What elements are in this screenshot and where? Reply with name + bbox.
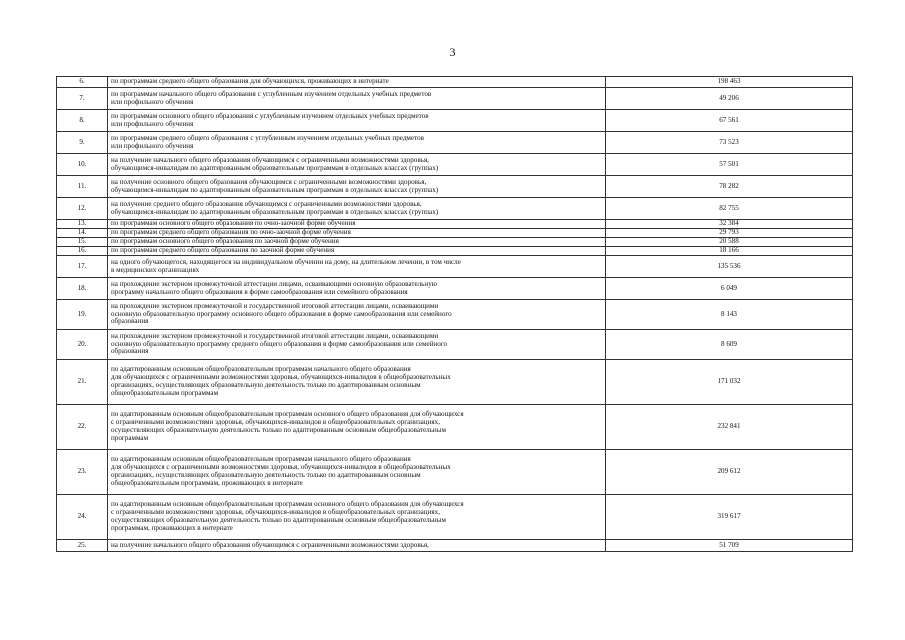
page-number: 3 xyxy=(449,45,456,59)
row-description: по программам основного общего образования по заочной форме обучения xyxy=(108,238,606,247)
table-row xyxy=(57,360,853,405)
row-description: по программам начального общего образования с углубленным изучением отдельных учебных предметов или профильного обучения xyxy=(108,88,606,110)
normatives-table xyxy=(56,76,853,552)
row-number: 14. xyxy=(57,229,108,238)
row-value: 209 612 xyxy=(606,450,853,495)
table-row xyxy=(57,154,853,176)
row-value: 57 501 xyxy=(606,154,853,176)
row-value: 232 841 xyxy=(606,405,853,450)
table-row xyxy=(57,278,853,300)
table-row xyxy=(57,450,853,495)
table-row xyxy=(57,198,853,220)
row-number: 21. xyxy=(57,360,108,405)
row-number: 22. xyxy=(57,405,108,450)
table-row xyxy=(57,495,853,540)
table-row xyxy=(57,256,853,278)
row-value: 20 588 xyxy=(606,238,853,247)
row-number: 6. xyxy=(57,77,108,88)
row-number: 11. xyxy=(57,176,108,198)
row-description: по программам среднего общего образования с углубленным изучением отдельных учебных предметов или профильного обучения xyxy=(108,132,606,154)
row-value: 8 143 xyxy=(606,300,853,330)
row-value: 29 793 xyxy=(606,229,853,238)
row-value: 6 049 xyxy=(606,278,853,300)
row-number: 23. xyxy=(57,450,108,495)
row-value: 171 032 xyxy=(606,360,853,405)
row-number: 15. xyxy=(57,238,108,247)
table-row xyxy=(57,88,853,110)
table-row xyxy=(57,405,853,450)
row-description: на получение основного общего образования обучающимся с ограниченными возможностями здоровья, обучающимся-инвалидам по адаптированным образовательным программам в отдельных классах (группах) xyxy=(108,176,606,198)
row-description: на прохождение экстерном промежуточной и государственной итоговой аттестации лицами, осваивающими основную образовательную программу основного общего образования в форме самообразования или семейного образования xyxy=(108,300,606,330)
table-row xyxy=(57,132,853,154)
row-number: 18. xyxy=(57,278,108,300)
row-number: 10. xyxy=(57,154,108,176)
table-row xyxy=(57,300,853,330)
row-description: по адаптированным основным общеобразовательным программам начального общего образования для обучающихся с ограниченными возможностями здоровья, обучающихся-инвалидов в общеобразовательных организациях, осуществляющих образовательную деятельность только по адаптированным основным общеобразовательным программам, проживающих в интернате xyxy=(108,450,606,495)
row-number: 17. xyxy=(57,256,108,278)
row-description: по программам среднего общего образования по заочной форме обучения xyxy=(108,247,606,256)
row-value: 78 282 xyxy=(606,176,853,198)
row-value: 82 755 xyxy=(606,198,853,220)
row-description: на получение среднего общего образования обучающимся с ограниченными возможностями здоровья, обучающимся-инвалидам по адаптированным образовательным программам в отдельных классах (группах) xyxy=(108,198,606,220)
row-description: по адаптированным основным общеобразовательным программам начального общего образования для обучающихся с ограниченными возможностями здоровья, обучающихся-инвалидов в общеобразовательных организациях, осуществляющих образовательную деятельность только по адаптированным основным общеобразовательным программам xyxy=(108,360,606,405)
row-description: по программам основного общего образования по очно-заочной форме обучения xyxy=(108,220,606,229)
table-row xyxy=(57,110,853,132)
row-value: 32 384 xyxy=(606,220,853,229)
row-value: 73 523 xyxy=(606,132,853,154)
table-row xyxy=(57,77,853,88)
row-value: 67 561 xyxy=(606,110,853,132)
row-description: на получение начального общего образования обучающимся с ограниченными возможностями здоровья, обучающимся-инвалидам по адаптированным образовательным программам в отдельных классах (группах) xyxy=(108,154,606,176)
table-row xyxy=(57,220,853,229)
row-value: 18 166 xyxy=(606,247,853,256)
row-value: 51 709 xyxy=(606,540,853,552)
table-row xyxy=(57,540,853,552)
table-body xyxy=(57,77,853,552)
row-description: по адаптированным основным общеобразовательным программам основного общего образования для обучающихся с ограниченными возможностями здоровья, обучающихся-инвалидов в общеобразовательных организациях, осуществляющих образовательную деятельность только по адаптированным основным общеобразовательным программам xyxy=(108,405,606,450)
row-value: 8 609 xyxy=(606,330,853,360)
row-number: 19. xyxy=(57,300,108,330)
row-description: на прохождение экстерном промежуточной и государственной итоговой аттестации лицами, осваивающими основную образовательную программу среднего общего образования в форме самообразования или семейного образования xyxy=(108,330,606,360)
row-value: 135 536 xyxy=(606,256,853,278)
row-number: 24. xyxy=(57,495,108,540)
row-number: 25. xyxy=(57,540,108,552)
table-row xyxy=(57,229,853,238)
table-row xyxy=(57,176,853,198)
row-number: 8. xyxy=(57,110,108,132)
row-number: 13. xyxy=(57,220,108,229)
row-number: 20. xyxy=(57,330,108,360)
table-row xyxy=(57,247,853,256)
row-description: по адаптированным основным общеобразовательным программам основного общего образования для обучающихся с ограниченными возможностями здоровья, обучающихся-инвалидов в общеобразовательных организациях, осуществляющих образовательную деятельность только по адаптированным основным общеобразовательным программам, проживающих в интернате xyxy=(108,495,606,540)
row-number: 9. xyxy=(57,132,108,154)
row-description: по программам основного общего образования с углубленным изучением отдельных учебных предметов или профильного обучения xyxy=(108,110,606,132)
row-description: по программам среднего общего образования по очно-заочной форме обучения xyxy=(108,229,606,238)
table-row xyxy=(57,330,853,360)
row-number: 16. xyxy=(57,247,108,256)
row-number: 7. xyxy=(57,88,108,110)
row-value: 198 463 xyxy=(606,77,853,88)
table-row xyxy=(57,238,853,247)
row-value: 49 206 xyxy=(606,88,853,110)
row-description: по программам среднего общего образования для обучающихся, проживающих в интернате xyxy=(108,77,606,88)
row-value: 319 617 xyxy=(606,495,853,540)
row-description: на получение начального общего образования обучающимся с ограниченными возможностями здоровья, xyxy=(108,540,606,552)
row-description: на одного обучающегося, находящегося на индивидуальном обучении на дому, на длительном лечении, в том числе в медицинских организациях xyxy=(108,256,606,278)
row-number: 12. xyxy=(57,198,108,220)
row-description: на прохождение экстерном промежуточной аттестации лицами, осваивающими основную образовательную программу начального общего образования в форме самообразования или семейного образования xyxy=(108,278,606,300)
